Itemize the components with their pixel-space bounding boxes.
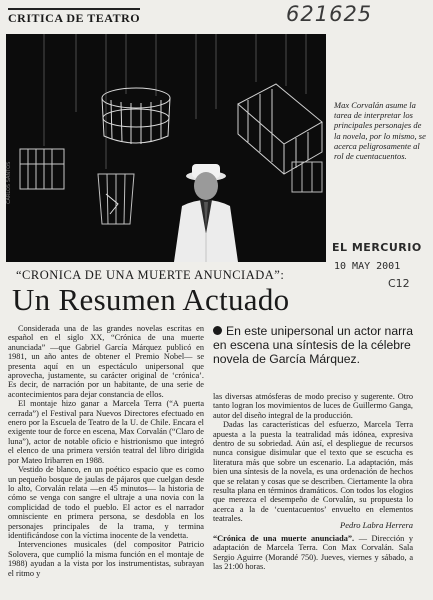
production-credits <box>213 534 413 572</box>
paragraph: las diversas atmósferas de modo preciso y sugerente. Otro tanto logran los movimientos de luces de Guillermo Ganga, autor del diseño integral de la producción. <box>213 392 413 420</box>
catalog-number: 621625 <box>286 2 373 26</box>
paragraph: Considerada una de las grandes novelas escritas en español en el siglo XX, “Crónica de una muerte anunciada” —que Gabriel García Márquez publicó en 1981, un año antes de obtener el Premio Nobel— se presenta aquí en un espectáculo unipersonal que aprovecha, justamente, su carácter original de ‘crónica’. Es decir, de narración por un habitante, de una serie de acontecimientos para dejar constancia de ellos. <box>8 324 204 399</box>
paragraph: El montaje hizo ganar a Marcela Terra (“A puerta cerrada”) el Festival para Nuevos Directores efectuado en enero por la Escuela de Teatro de la U. de Chile. Encara el exigente tour de force en escena, Max Corvalán (“Claro de luna”), actor de notable oficio e histrionismo que integró el elenco de una primera versión teatral del libro dirigida por Mateo Iribarren en 1988. <box>8 399 204 465</box>
clipping-newspaper: EL MERCURIO <box>332 241 422 254</box>
credits-text: — Dirección y adaptación de Marcela Terra. Con Max Corvalán. Sala Sergio Aguirre (Morandé 750). Jueves, viernes y sábado, a las 21:00 horas. <box>213 534 413 572</box>
paragraph: Intervenciones musicales (del compositor Patricio Solovera, que cumplió la misma función en el montaje de 1988) ayudan a la vista por los instrumentistas, subrayan el ritmo y <box>8 540 204 578</box>
bullet-icon <box>213 326 222 335</box>
headline: Un Resumen Actuado <box>12 282 290 317</box>
lead-summary <box>213 324 418 366</box>
section-title: CRITICA DE TEATRO <box>8 8 140 26</box>
lead-text: En este unipersonal un actor narra en escena una síntesis de la célebre novela de García Márquez. <box>213 324 413 366</box>
stage-photo-image <box>6 34 326 262</box>
kicker: “CRONICA DE UNA MUERTE ANUNCIADA”: <box>16 268 285 282</box>
clipping-page: C12 <box>388 277 410 290</box>
author-signature: Pedro Labra Herrera <box>340 520 414 530</box>
article-body-right <box>213 392 413 524</box>
article-body-left <box>8 324 204 578</box>
credits-title: “Crónica de una muerte anunciada”. <box>213 534 355 543</box>
paragraph: Dadas las características del esfuerzo, Marcela Terra apuesta a la puesta la teatralidad más idónea, expresiva dentro de su sobriedad. Aún así, el despliegue de recursos nunca consigue disimular que el texto que se escucha es literatura más que sobre un escenario. La adaptación, más bien una síntesis de la novela, es una ordenación de hechos que se relatan y cosas que se describen. Ciertamente la obra resulta plana en términos dramáticos. Con todos los elogios que merezca el desempeño de Corvalán, su propuesta lo acerca a la de ‘cuentacuentos’ envuelto en elementos teatrales. <box>213 420 413 524</box>
photo-credit: CARLOS SANTOS <box>6 161 12 204</box>
paragraph: Vestido de blanco, en un poético espacio que es como un pequeño bosque de jaulas de pájaros que cuelgan desde lo alto, Corvalán relata —en 45 minutos— la historia de cómo se venga con sangre el ultraje a una novia con la complicidad de todo el pueblo. El actor es el narrador omnisciente en primera persona, se desdobla en los personajes principales de la trama, y termina identificándose con la víctima inocente de la vendetta. <box>8 465 204 540</box>
clipping-date: 10 MAY 2001 <box>334 261 401 272</box>
photo-caption: Max Corvalán asume la tarea de interpretar los principales personajes de la novela, por lo mismo, se acerca peligrosamente al rol de cuentacuentos. <box>334 100 426 162</box>
stage-photo <box>6 34 326 262</box>
